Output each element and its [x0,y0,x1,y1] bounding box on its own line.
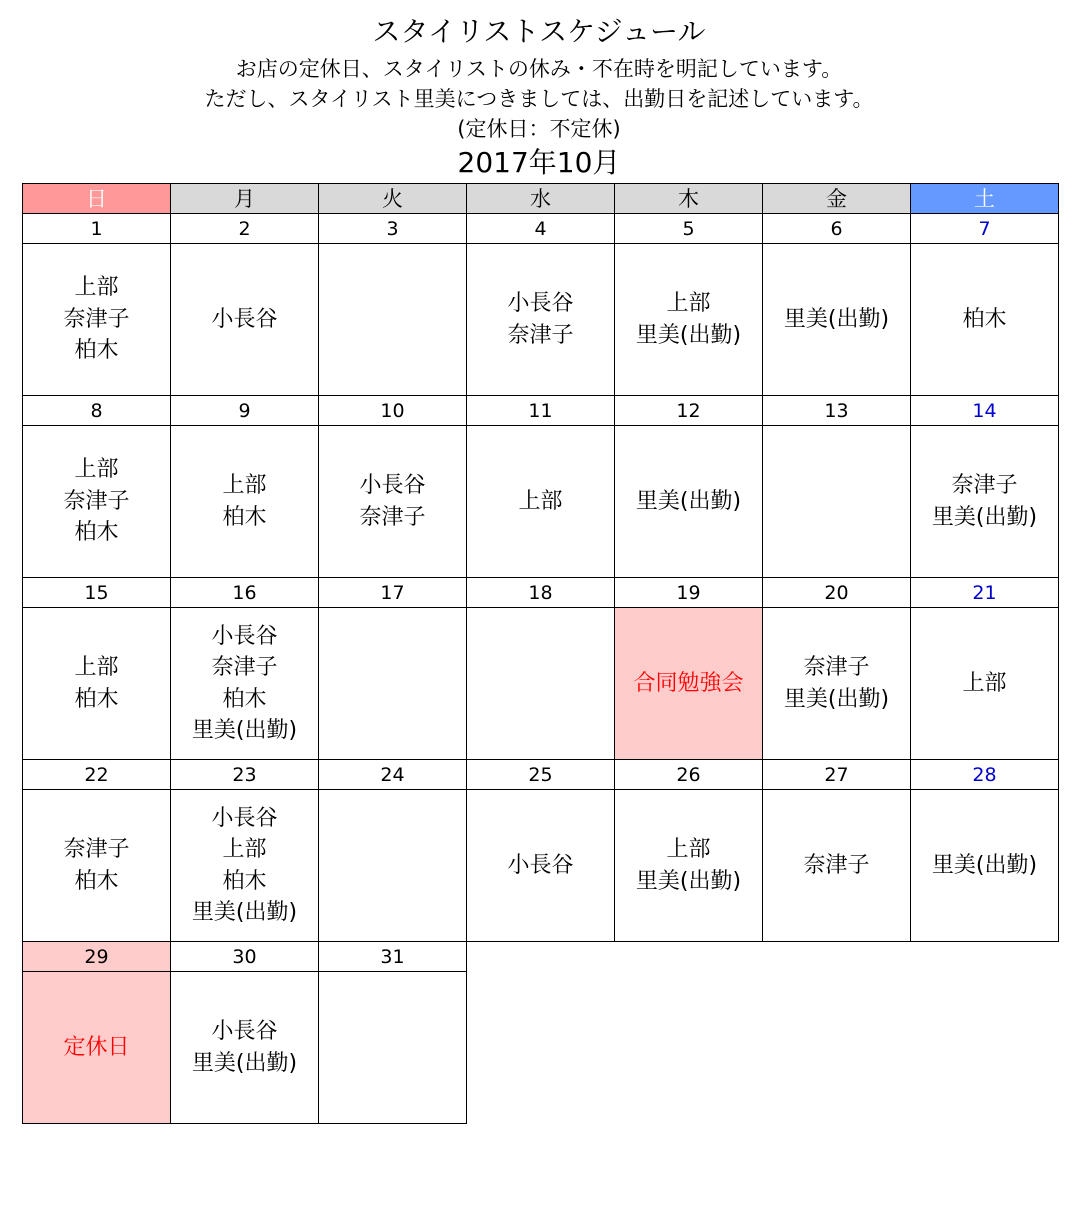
stylist-entry: 上部 [666,837,711,862]
schedule-row [23,244,1059,396]
stylist-entry: 奈津子 [507,322,574,348]
schedule-row [23,426,1059,578]
stylist-entry: 小長谷 [507,291,574,316]
date-row [23,214,1059,244]
description-line-1: お店の定休日、スタイリストの休み・不在時を明記しています。 [235,57,843,81]
stylist-entry: 合同勉強会 [633,670,744,696]
schedule-cell [171,426,319,578]
weekday-header: 金 [763,184,911,214]
stylist-entry: 里美(出勤) [931,504,1038,530]
weekday-header: 日 [23,184,171,214]
schedule-cell [23,972,171,1124]
stylist-entry: 柏木 [74,686,119,712]
date-cell: 28 [911,760,1059,790]
stylist-entry: 小長谷 [211,1019,278,1044]
schedule-cell [911,790,1059,942]
schedule-row [23,790,1059,942]
date-row [23,760,1059,790]
stylist-entry: 奈津子 [63,306,130,332]
date-cell: 29 [23,942,171,972]
stylist-entry: 奈津子 [63,837,130,862]
schedule-cell [171,244,319,396]
date-cell: 30 [171,942,319,972]
date-cell: 8 [23,396,171,426]
schedule-cell [615,790,763,942]
date-cell: 10 [319,396,467,426]
schedule-cell [23,244,171,396]
date-row [23,578,1059,608]
stylist-entry: 里美(出勤) [191,900,298,925]
schedule-cell [911,244,1059,396]
stylist-entry: 里美(出勤) [783,686,890,712]
stylist-entry: 柏木 [222,504,267,530]
empty-cell [763,942,911,972]
date-cell: 12 [615,396,763,426]
schedule-cell [467,244,615,396]
schedule-cell [171,608,319,760]
date-cell: 3 [319,214,467,244]
date-cell: 1 [23,214,171,244]
stylist-entry: 柏木 [74,338,119,364]
date-cell: 23 [171,760,319,790]
description-line-2: ただし、スタイリスト里美につきましては、出勤日を記述しています。 [204,87,874,111]
weekday-header: 火 [319,184,467,214]
page-title: スタイリストスケジュール [372,15,706,48]
stylist-entry: 奈津子 [359,504,426,530]
schedule-cell [23,608,171,760]
date-cell: 31 [319,942,467,972]
stylist-entry: 里美(出勤) [635,868,742,894]
schedule-cell [763,608,911,760]
stylist-entry: 柏木 [74,868,119,894]
date-cell: 13 [763,396,911,426]
schedule-cell [467,790,615,942]
date-cell: 2 [171,214,319,244]
schedule-cell [23,790,171,942]
stylist-entry: 小長谷 [211,623,278,649]
schedule-cell [615,608,763,760]
schedule-cell [763,426,911,578]
schedule-cell [319,244,467,396]
stylist-entry: 定休日 [63,1034,130,1060]
stylist-entry: 上部 [666,291,711,316]
empty-cell [467,942,615,972]
stylist-entry: 上部 [74,655,119,680]
empty-cell [467,972,615,1124]
empty-cell [911,972,1059,1124]
date-cell: 17 [319,578,467,608]
month-label: 2017年10月 [457,146,621,179]
date-cell: 19 [615,578,763,608]
stylist-entry: 里美(出勤) [635,322,742,348]
date-cell: 26 [615,760,763,790]
stylist-entry: 柏木 [962,306,1007,332]
stylist-entry: 奈津子 [803,655,870,680]
date-cell: 18 [467,578,615,608]
stylist-entry: 小長谷 [359,473,426,498]
date-cell: 25 [467,760,615,790]
schedule-cell [319,608,467,760]
stylist-entry: 柏木 [222,868,267,894]
date-cell: 15 [23,578,171,608]
date-cell: 20 [763,578,911,608]
schedule-row [23,608,1059,760]
schedule-calendar [22,183,1059,1124]
date-cell: 14 [911,396,1059,426]
empty-cell [763,972,911,1124]
stylist-entry: 奈津子 [63,488,130,514]
schedule-cell [615,426,763,578]
schedule-cell [911,608,1059,760]
weekday-header-row [23,184,1059,214]
date-cell: 9 [171,396,319,426]
stylist-entry: 奈津子 [803,852,870,878]
weekday-header: 水 [467,184,615,214]
stylist-entry: 上部 [518,488,563,514]
stylist-entry: 上部 [74,275,119,301]
date-cell: 7 [911,214,1059,244]
schedule-cell [171,790,319,942]
date-cell: 24 [319,760,467,790]
weekday-header: 木 [615,184,763,214]
schedule-cell [319,790,467,942]
date-row [23,942,1059,972]
weekday-header: 月 [171,184,319,214]
schedule-cell [467,426,615,578]
stylist-entry: 里美(出勤) [191,1050,298,1076]
schedule-row [23,972,1059,1124]
stylist-entry: 小長谷 [211,306,278,332]
date-row [23,396,1059,426]
schedule-cell [615,244,763,396]
stylist-entry: 小長谷 [507,852,574,878]
schedule-cell [171,972,319,1124]
empty-cell [911,942,1059,972]
empty-cell [615,972,763,1124]
stylist-entry: 上部 [74,457,119,483]
date-cell: 22 [23,760,171,790]
date-cell: 6 [763,214,911,244]
date-cell: 5 [615,214,763,244]
stylist-entry: 里美(出勤) [931,852,1038,878]
stylist-entry: 里美(出勤) [783,306,890,332]
stylist-entry: 柏木 [222,686,267,712]
stylist-entry: 奈津子 [951,473,1018,498]
schedule-cell [23,426,171,578]
date-cell: 27 [763,760,911,790]
stylist-entry: 小長谷 [211,805,278,831]
empty-cell [615,942,763,972]
stylist-entry: 上部 [962,670,1007,696]
schedule-cell [763,244,911,396]
schedule-cell [763,790,911,942]
closed-day-note: (定休日：不定休) [457,117,621,141]
stylist-entry: 柏木 [74,520,119,546]
schedule-cell [467,608,615,760]
date-cell: 21 [911,578,1059,608]
schedule-cell [319,426,467,578]
stylist-entry: 里美(出勤) [191,718,298,743]
date-cell: 4 [467,214,615,244]
schedule-cell [319,972,467,1124]
schedule-cell [911,426,1059,578]
stylist-entry: 里美(出勤) [635,488,742,514]
stylist-entry: 奈津子 [211,655,278,680]
date-cell: 16 [171,578,319,608]
date-cell: 11 [467,396,615,426]
weekday-header: 土 [911,184,1059,214]
stylist-entry: 上部 [222,473,267,498]
stylist-entry: 上部 [222,837,267,862]
